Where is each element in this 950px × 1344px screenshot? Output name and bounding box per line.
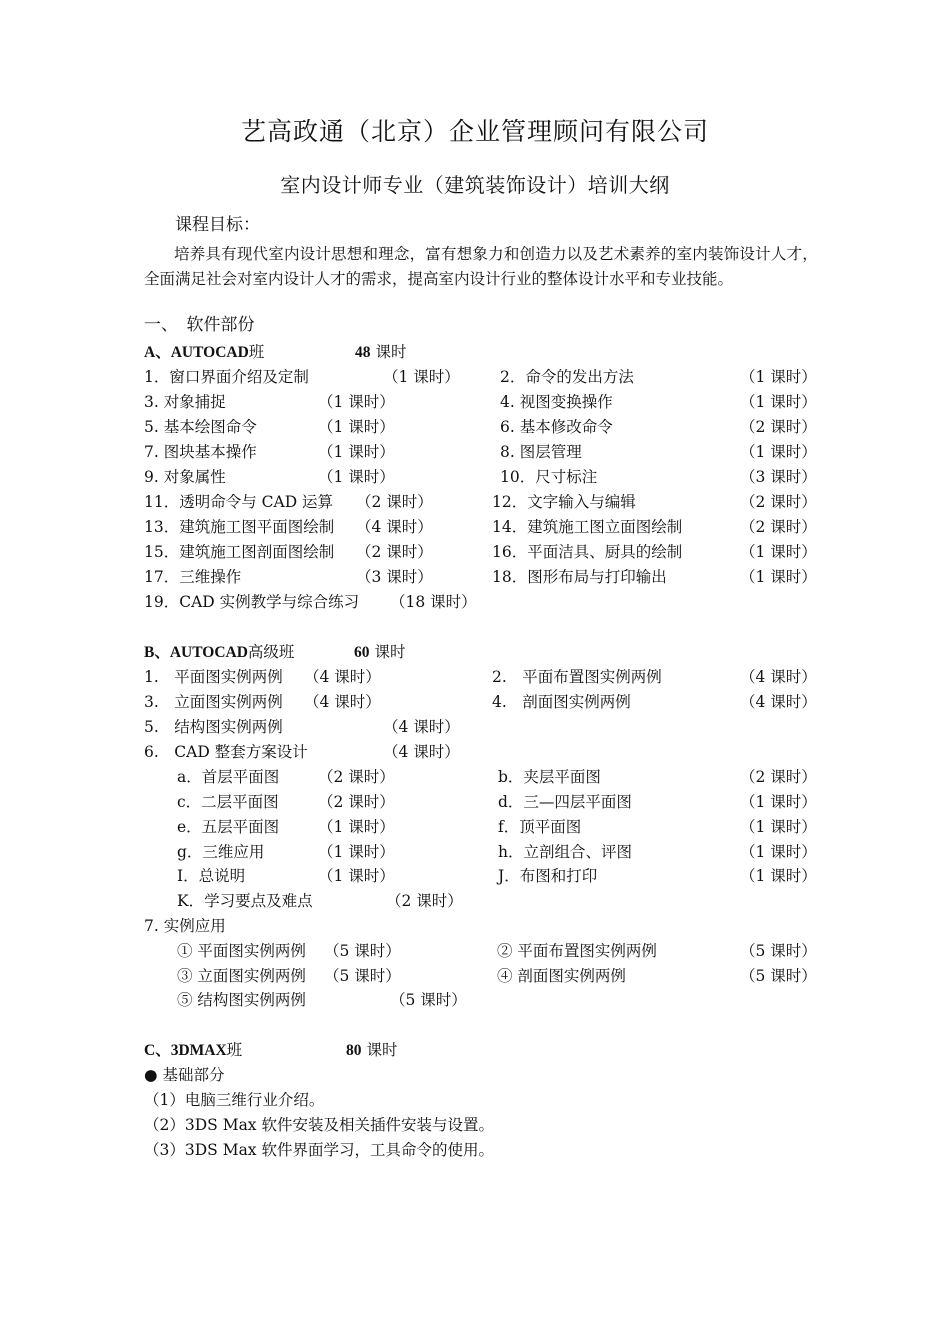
section-a-hours-unit: 课时 — [375, 343, 407, 361]
course-hours: （1 课时） — [740, 543, 817, 561]
course-item: 3. 立面图实例两例 — [144, 693, 283, 711]
course-item: 10．尺寸标注 — [500, 468, 598, 486]
section-c-hours-num: 80 — [346, 1042, 362, 1059]
section-c-hours — [346, 1040, 397, 1061]
course-item: 12．文字输入与编辑 — [492, 493, 636, 511]
course-item: 15．建筑施工图剖面图绘制 — [144, 543, 335, 561]
course-item: 2．命令的发出方法 — [500, 368, 634, 386]
course-hours: （4 课时） — [304, 693, 381, 711]
section-c-name: C、3DMAX — [144, 1042, 227, 1059]
section-b-suffix: 高级班 — [247, 643, 295, 661]
example-item: ① 平面图实例两例 — [177, 942, 306, 960]
course-hours: （2 课时） — [318, 768, 395, 786]
course-hours: （1 课时） — [740, 568, 817, 586]
course-hours: （1 课时） — [740, 818, 817, 836]
section-b-name: B、AUTOCAD — [144, 644, 248, 661]
course-hours: （2 课时） — [740, 418, 817, 436]
course-hours: （5 课时） — [324, 942, 401, 960]
course-item: 13．建筑施工图平面图绘制 — [144, 518, 335, 536]
section-b-hours — [354, 642, 405, 663]
course-hours: （1 课时） — [740, 393, 817, 411]
course-item: 14．建筑施工图立面图绘制 — [492, 518, 683, 536]
course-item: 17．三维操作 — [144, 568, 242, 586]
section-c-hours-unit: 课时 — [366, 1041, 398, 1059]
course-hours: （2 课时） — [356, 493, 433, 511]
course-hours: （3 课时） — [740, 468, 817, 486]
course-item: 9. 对象属性 — [144, 468, 226, 486]
sub-item: f．顶平面图 — [498, 818, 582, 836]
course-hours: （4 课时） — [383, 718, 460, 736]
course-item: 4. 剖面图实例两例 — [492, 693, 631, 711]
course-item: 6. CAD 整套方案设计 — [144, 743, 308, 761]
section-c-heading — [144, 1040, 242, 1061]
sub-item: g．三维应用 — [177, 843, 265, 861]
course-hours: （4 课时） — [304, 668, 381, 686]
section-b-hours-unit: 课时 — [374, 643, 406, 661]
course-item: 18．图形布局与打印输出 — [492, 568, 667, 586]
course-item: 19．CAD 实例教学与综合练习 — [144, 593, 360, 611]
course-item: 11．透明命令与 CAD 运算 — [144, 493, 334, 511]
course-item: 2. 平面布置图实例两例 — [492, 668, 662, 686]
course-hours: （2 课时） — [740, 768, 817, 786]
sub-item: K．学习要点及难点 — [177, 892, 313, 910]
document-title: 室内设计师专业（建筑装饰设计）培训大纲 — [280, 173, 670, 197]
course-hours: （18 课时） — [390, 593, 477, 611]
course-item: 5. 基本绘图命令 — [144, 418, 257, 436]
course-hours: （1 课时） — [383, 368, 460, 386]
sub-item: d．三—四层平面图 — [498, 793, 632, 811]
course-hours: （1 课时） — [318, 443, 395, 461]
course-hours: （1 课时） — [318, 418, 395, 436]
sub-item: b．夹层平面图 — [498, 768, 601, 786]
course-hours: （2 课时） — [740, 493, 817, 511]
course-hours: （1 课时） — [740, 443, 817, 461]
course-item: 8. 图层管理 — [500, 443, 582, 461]
course-item: 6. 基本修改命令 — [500, 418, 613, 436]
sub-item: c．二层平面图 — [177, 793, 279, 811]
sub-item: h．立剖组合、评图 — [498, 843, 632, 861]
objective-paragraph: 培养具有现代室内设计思想和理念，富有想象力和创造力以及艺术素养的室内装饰设计人才， 全面满足社会对室内设计人才的需求，提高室内设计行业的整体设计水平和专业技能。 — [144, 245, 826, 288]
example-item: ④ 剖面图实例两例 — [497, 967, 626, 985]
section-a-hours-num: 48 — [355, 344, 371, 361]
sub-item: a．首层平面图 — [177, 768, 280, 786]
course-hours: （5 课时） — [740, 967, 817, 985]
course-hours: （3 课时） — [356, 568, 433, 586]
course-hours: （1 课时） — [740, 867, 817, 885]
example-item: ⑤ 结构图实例两例 — [177, 991, 306, 1009]
course-hours: （4 课时） — [740, 668, 817, 686]
list-item: （1）电脑三维行业介绍。 — [144, 1091, 325, 1109]
course-hours: （1 课时） — [318, 818, 395, 836]
section-c-suffix: 班 — [226, 1041, 243, 1059]
sub-item: I．总说明 — [177, 867, 246, 885]
company-title: 艺高政通（北京）企业管理顾问有限公司 — [240, 117, 709, 146]
section-a-name: A、AUTOCAD — [144, 344, 249, 361]
course-hours: （2 课时） — [356, 543, 433, 561]
course-hours: （4 课时） — [383, 743, 460, 761]
course-hours: （4 课时） — [356, 518, 433, 536]
course-item: 5. 结构图实例两例 — [144, 718, 283, 736]
course-item: 4. 视图变换操作 — [500, 393, 613, 411]
section-b-heading — [144, 642, 294, 663]
sub-item: e．五层平面图 — [177, 818, 280, 836]
part1-heading: 一、 软件部份 — [144, 315, 255, 335]
course-hours: （1 课时） — [318, 843, 395, 861]
section-a-heading — [144, 342, 264, 363]
section-a-hours — [355, 342, 406, 363]
example-item: ③ 立面图实例两例 — [177, 967, 306, 985]
course-item: 7. 实例应用 — [144, 917, 226, 935]
course-hours: （5 课时） — [324, 967, 401, 985]
course-item: 1．窗口界面介绍及定制 — [144, 368, 309, 386]
list-item: （2）3DS Max 软件安装及相关插件安装与设置。 — [144, 1116, 494, 1134]
course-hours: （4 课时） — [740, 693, 817, 711]
course-hours: （1 课时） — [318, 867, 395, 885]
course-hours: （5 课时） — [740, 942, 817, 960]
section-b-hours-num: 60 — [354, 644, 370, 661]
course-item: 7. 图块基本操作 — [144, 443, 257, 461]
course-item: 16．平面洁具、厨具的绘制 — [492, 543, 683, 561]
course-hours: （2 课时） — [386, 892, 463, 910]
course-hours: （1 课时） — [740, 368, 817, 386]
course-hours: （1 课时） — [740, 793, 817, 811]
section-a-suffix: 班 — [248, 343, 265, 361]
example-item: ② 平面布置图实例两例 — [497, 942, 657, 960]
course-item: 3. 对象捕捉 — [144, 393, 226, 411]
list-item: （3）3DS Max 软件界面学习，工具命令的使用。 — [144, 1141, 494, 1159]
course-hours: （5 课时） — [390, 991, 467, 1009]
objective-heading: 课程目标： — [175, 215, 260, 235]
course-hours: （1 课时） — [318, 468, 395, 486]
sub-item: J．布图和打印 — [498, 867, 598, 885]
course-hours: （1 课时） — [740, 843, 817, 861]
course-hours: （2 课时） — [318, 793, 395, 811]
basics-bullet: ● 基础部分 — [144, 1066, 225, 1084]
course-item: 1. 平面图实例两例 — [144, 668, 283, 686]
course-hours: （1 课时） — [318, 393, 395, 411]
course-hours: （2 课时） — [740, 518, 817, 536]
